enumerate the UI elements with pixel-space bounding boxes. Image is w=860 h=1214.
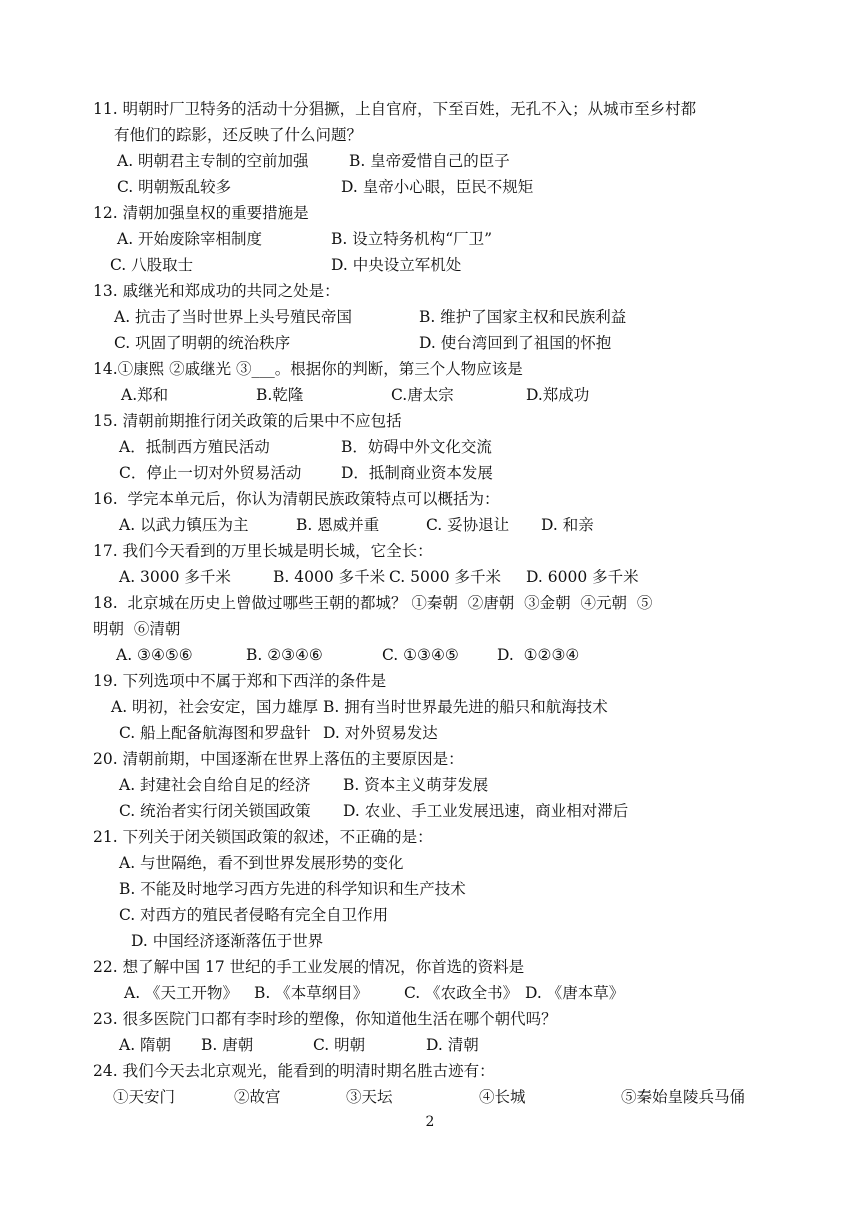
question-11-stem-line2: 有他们的踪影，还反映了什么问题？ <box>114 126 363 144</box>
question-16-option-c: C. 妥协退让 <box>426 516 510 534</box>
question-21-stem: 21. 下列关于闭关锁国政策的叙述，不正确的是： <box>93 828 433 846</box>
question-17-option-c: C. 5000 多千米 <box>389 568 502 586</box>
question-13-option-a: A. 抗击了当时世界上头号殖民帝国 <box>114 308 353 326</box>
question-13-option-b: B. 维护了国家主权和民族利益 <box>419 308 627 326</box>
question-20-option-c: C. 统治者实行闭关锁国政策 <box>119 802 311 820</box>
question-16-option-a: A. 以武力镇压为主 <box>119 516 249 534</box>
question-24-item-5: ⑤秦始皇陵兵马俑 <box>621 1088 746 1106</box>
question-20-option-d: D. 农业、手工业发展迅速，商业相对滞后 <box>343 802 629 820</box>
question-15-option-b: B．妨碍中外文化交流 <box>341 438 492 456</box>
question-24-item-1: ①天安门 <box>113 1088 176 1106</box>
question-24-item-4: ④长城 <box>479 1088 526 1106</box>
question-15-stem: 15. 清朝前期推行闭关政策的后果中不应包括 <box>93 412 402 430</box>
question-12-option-b: B. 设立特务机构“厂卫” <box>331 230 493 248</box>
question-18-option-d: D. ①②③④ <box>497 646 580 664</box>
question-12-option-c: C. 八股取士 <box>110 256 194 274</box>
question-21-option-b: B. 不能及时地学习西方先进的科学知识和生产技术 <box>119 880 466 898</box>
question-18-option-b: B. ②③④⑥ <box>246 646 323 664</box>
question-15-option-a: A．抵制西方殖民活动 <box>119 438 270 456</box>
question-14-option-b: B.乾隆 <box>256 386 304 404</box>
question-24-item-2: ②故宫 <box>234 1088 281 1106</box>
question-13-stem: 13. 戚继光和郑成功的共同之处是： <box>93 282 340 300</box>
question-22-option-b: B. 《本草纲目》 <box>254 984 369 1002</box>
question-14-option-c: C.唐太宗 <box>391 386 454 404</box>
question-11-option-c: C. 明朝叛乱较多 <box>117 178 232 196</box>
question-19-option-c: C. 船上配备航海图和罗盘针 <box>119 724 311 742</box>
question-24-stem: 24. 我们今天去北京观光，能看到的明清时期名胜古迹有： <box>93 1062 495 1080</box>
question-22-stem: 22. 想了解中国 17 世纪的手工业发展的情况，你首选的资料是 <box>93 958 525 976</box>
question-11-option-d: D. 皇帝小心眼，臣民不规矩 <box>341 178 534 196</box>
question-18-option-a: A. ③④⑤⑥ <box>116 646 193 664</box>
question-22-option-d: D. 《唐本草》 <box>525 984 625 1002</box>
question-13-option-c: C. 巩固了明朝的统治秩序 <box>114 334 291 352</box>
question-19-option-d: D. 对外贸易发达 <box>323 724 438 742</box>
question-24-item-3: ③天坛 <box>346 1088 393 1106</box>
question-12-option-a: A. 开始废除宰相制度 <box>117 230 263 248</box>
question-17-option-b: B. 4000 多千米 <box>273 568 386 586</box>
question-23-option-c: C. 明朝 <box>313 1036 366 1054</box>
page-number: 2 <box>425 1114 435 1130</box>
question-22-option-c: C. 《农政全书》 <box>404 984 519 1002</box>
question-17-option-d: D. 6000 多千米 <box>526 568 639 586</box>
question-21-option-d: D. 中国经济逐渐落伍于世界 <box>131 932 324 950</box>
question-17-stem: 17. 我们今天看到的万里长城是明长城，它全长： <box>93 542 433 560</box>
question-23-option-b: B. 唐朝 <box>201 1036 254 1054</box>
question-13-option-d: D. 使台湾回到了祖国的怀抱 <box>419 334 612 352</box>
question-18-option-c: C. ①③④⑤ <box>382 646 459 664</box>
question-14-stem: 14.①康熙 ②戚继光 ③___。根据你的判断，第三个人物应该是 <box>93 360 523 378</box>
question-21-option-c: C. 对西方的殖民者侵略有完全自卫作用 <box>119 906 389 924</box>
question-14-option-a: A.郑和 <box>121 386 169 404</box>
question-20-stem: 20. 清朝前期，中国逐渐在世界上落伍的主要原因是： <box>93 750 464 768</box>
question-18-stem-line1: 18. 北京城在历史上曾做过哪些王朝的都城？ ①秦朝 ②唐朝 ③金朝 ④元朝 ⑤ <box>93 594 653 612</box>
question-17-option-a: A. 3000 多千米 <box>119 568 231 586</box>
question-15-option-c: C．停止一切对外贸易活动 <box>119 464 302 482</box>
question-23-option-a: A. 隋朝 <box>119 1036 172 1054</box>
question-11-option-b: B. 皇帝爱惜自己的臣子 <box>349 152 510 170</box>
question-16-option-b: B. 恩威并重 <box>296 516 380 534</box>
question-11-option-a: A. 明朝君主专制的空前加强 <box>117 152 309 170</box>
question-20-option-b: B. 资本主义萌芽发展 <box>343 776 489 794</box>
question-14-option-d: D.郑成功 <box>526 386 590 404</box>
question-12-stem: 12. 清朝加强皇权的重要措施是 <box>93 204 309 222</box>
question-16-option-d: D. 和亲 <box>541 516 594 534</box>
question-23-stem: 23. 很多医院门口都有李时珍的塑像，你知道他生活在哪个朝代吗？ <box>93 1010 557 1028</box>
question-19-options-ab: A. 明初，社会安定，国力雄厚 B. 拥有当时世界最先进的船只和航海技术 <box>111 698 608 716</box>
question-11-stem-line1: 11. 明朝时厂卫特务的活动十分猖撅，上自官府，下至百姓，无孔不入；从城市至乡村都 <box>93 100 697 118</box>
question-19-stem: 19. 下列选项中不属于郑和下西洋的条件是 <box>93 672 387 690</box>
question-16-stem: 16. 学完本单元后，你认为清朝民族政策特点可以概括为： <box>93 490 500 508</box>
question-15-option-d: D．抵制商业资本发展 <box>341 464 493 482</box>
question-22-option-a: A. 《天工开物》 <box>124 984 239 1002</box>
question-23-option-d: D. 清朝 <box>426 1036 479 1054</box>
question-20-option-a: A. 封建社会自给自足的经济 <box>119 776 311 794</box>
question-18-stem-line2: 明朝 ⑥清朝 <box>93 620 181 638</box>
question-12-option-d: D. 中央设立军机处 <box>331 256 462 274</box>
question-21-option-a: A. 与世隔绝，看不到世界发展形势的变化 <box>119 854 404 872</box>
